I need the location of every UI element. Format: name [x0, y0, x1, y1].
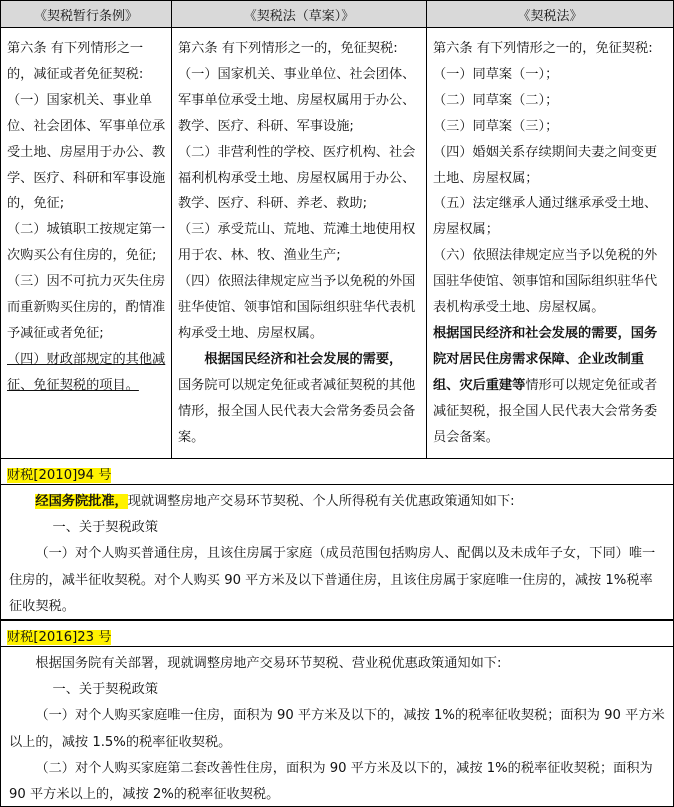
- clause-4: （四）婚姻关系存续期间夫妻之间变更土地、房屋权属；: [433, 144, 658, 186]
- section-body-2010-94: [0, 485, 674, 620]
- header-deed-tax-law: 《契税法》: [426, 0, 674, 28]
- clause-1: （一）国家机关、事业单位、社会团体、军事单位承受土地、房屋权属用于办公、教学、医疗、科研、军事设施;: [178, 66, 416, 134]
- policy-paragraph: （一）对个人购买普通住房，且该住房属于家庭（成员范围包括购房人、配偶以及未成年子女，下同）唯一住房的，减半征收契税。对个人购买 90 平方米及以下普通住房，且该住房属于家庭唯一住房的，减按 1%税率征收契税。: [9, 546, 656, 614]
- closing-clause: 情形可以规定免征或者减征契税，报全国人民代表大会常务委员会备案。: [433, 377, 658, 445]
- clause-1: （一）同草案（一）；: [433, 66, 559, 82]
- article-six: 第六条 有下列情形之一的，减征或者免征契税:: [7, 41, 144, 82]
- section-body-2016-23: [0, 647, 674, 807]
- column-deed-tax-law: [426, 28, 674, 458]
- clause-6: （六）依照法律规定应当予以免税的外国驻华使馆、领事馆和国际组织驻华代表机构承受土地、房屋权属。: [433, 248, 658, 316]
- header-draft-law: 《契税法（草案）》: [171, 0, 427, 28]
- section-heading: 一、关于契税政策: [52, 682, 159, 698]
- clause-2: （二）同草案（二）；: [433, 92, 559, 108]
- emphasis-clause: 根据国民经济和社会发展的需要，国务院对居民住房需求保障、企业改制重组、灾后重建等: [433, 325, 658, 393]
- clause-1: （一）国家机关、事业单位、社会团体、军事单位承受土地、房屋用于办公、教学、医疗、科研和军事设施的，免征;: [7, 92, 166, 212]
- approval-phrase: 经国务院批准，: [35, 494, 128, 509]
- clause-3: （三）因不可抗力灭失住房而重新购买住房的，酌情准予减征或者免征;: [7, 274, 166, 341]
- column-draft-law: [171, 28, 427, 458]
- section-title-2016-23: [0, 620, 674, 647]
- policy-paragraph-1: （一）对个人购买家庭唯一住房，面积为 90 平方米及以下的，减按 1%的税率征收契税；面积为 90 平方米以上的，减按 1.5%的税率征收契税。: [9, 708, 665, 750]
- header-regulation: 《契税暂行条例》: [0, 0, 172, 28]
- section-title-2010-94: [0, 458, 674, 485]
- clause-3: （三）承受荒山、荒地、荒滩土地使用权用于农、林、牧、渔业生产;: [178, 222, 416, 264]
- intro-paragraph: [9, 489, 665, 515]
- clause-2: （二）非营利性的学校、医疗机构、社会福利机构承受土地、房屋权属用于办公、教学、医疗、科研、养老、救助;: [178, 144, 416, 212]
- emphasis-clause: 根据国民经济和社会发展的需要，: [204, 351, 403, 367]
- clause-4: （四）依照法律规定应当予以免税的外国驻华使馆、领事馆和国际组织驻华代表机构承受土地、房屋权属。: [178, 274, 416, 341]
- final-clause: [433, 321, 668, 451]
- clause-4: （四）财政部规定的其他减征、免征契税的项目。: [7, 351, 166, 393]
- article-six: 第六条 有下列情形之一的，免征契税:: [433, 41, 653, 56]
- clause-3: （三）同草案（三）；: [433, 118, 559, 134]
- section-title-text: 财税[2016]23 号: [7, 630, 112, 645]
- closing-clause: 国务院可以规定免征或者减征契税的其他情形，报全国人民代表大会常务委员会备案。: [178, 377, 416, 445]
- intro-paragraph: 根据国务院有关部署，现就调整房地产交易环节契税、营业税优惠政策通知如下:: [35, 656, 502, 671]
- policy-paragraph-2: （二）对个人购买家庭第二套改善性住房，面积为 90 平方米及以下的，减按 1%的税率征收契税；面积为 90 平方米以上的，减按 2%的税率征收契税。: [9, 760, 653, 803]
- section-title-text: 财税[2010]94 号: [7, 468, 112, 483]
- clause-5: （五）法定继承人通过继承承受土地、房屋权属；: [433, 196, 658, 238]
- section-heading: 一、关于契税政策: [52, 520, 159, 536]
- article-six: 第六条 有下列情形之一的，免征契税:: [178, 41, 398, 56]
- intro-text: 现就调整房地产交易环节契税、个人所得税有关优惠政策通知如下:: [127, 494, 515, 509]
- clause-2: （二）城镇职工按规定第一次购买公有住房的，免征;: [7, 222, 166, 264]
- column-regulation: [0, 28, 172, 458]
